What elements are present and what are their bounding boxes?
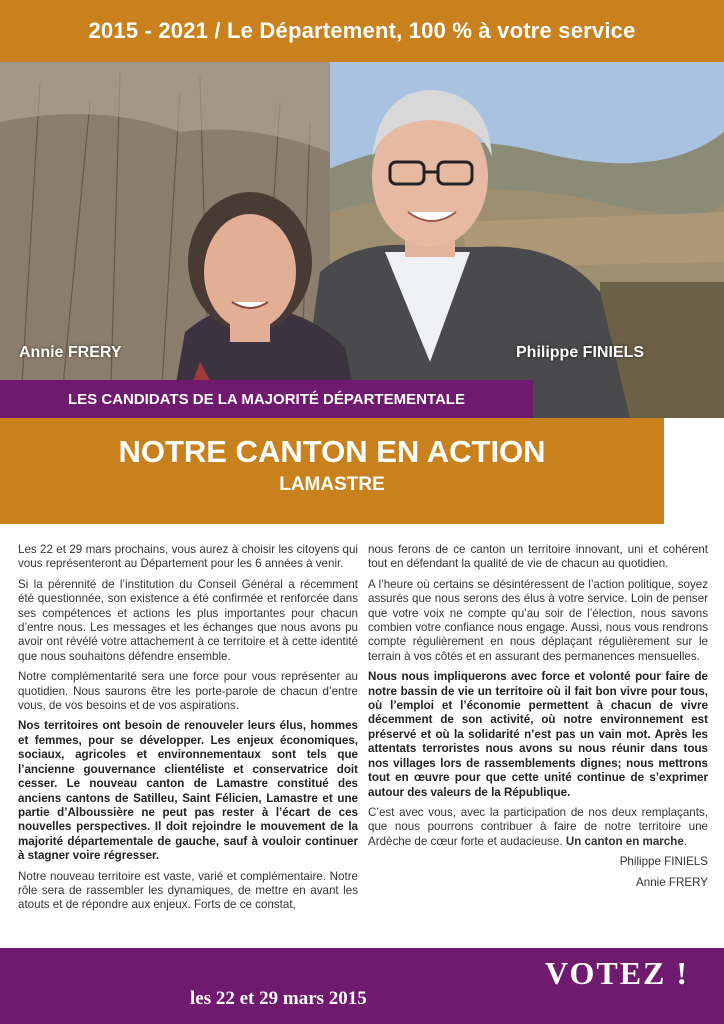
text-column-right: [368, 543, 708, 896]
paragraph: Notre nouveau territoire est vaste, varié et complémentaire. Notre rôle sera de rassembler les dynamiques, de mettre en avant les atouts et de répondre aux enjeux. Forts de ce constat,: [18, 869, 358, 912]
vote-call: VOTEZ !: [545, 955, 690, 991]
paragraph: Les 22 et 29 mars prochains, vous aurez à choisir les citoyens qui vous représenteront au Département pour les 6 années à venir.: [18, 543, 358, 571]
paragraph-bold: Nous nous impliquerons avec force et volonté pour faire de notre bassin de vie un territoire où il fait bon vivre pour tous, où l’emploi et l’économie permettent à chacun de vivre décemment de son activité, où notre environnement est préservé et où la solidarité n’est pas un vain mot. Après les attentats terroristes nous avons su nous réunir dans tous nos villages lors de rassemblements dignes; nous mettrons tout en œuvre pour que cette unité continue de s’exprimer autour des valeurs de la République.: [368, 670, 708, 799]
closing-slogan: Un canton en marche: [565, 834, 684, 848]
canton-name: LAMASTRE: [279, 474, 385, 495]
candidate-name-left: Annie FRERY: [19, 344, 122, 361]
candidate-name-right: Philippe FINIELS: [516, 344, 645, 361]
tagline-band: [0, 380, 533, 418]
page-title: NOTRE CANTON EN ACTION: [118, 434, 546, 469]
election-dates: les 22 et 29 mars 2015: [190, 988, 367, 1009]
photo-illustration: [0, 62, 724, 418]
paragraph: Si la pérennité de l’institution du Conseil Général a récemment été questionnée, son existence a été confirmée et renforcée dans ses compétences et actions les plus importantes pour chacun d’entre nous. Les messages et les échanges que nous avons pu avoir ont révélé votre attachement à ce territoire et à cette identité que nous souhaitons défendre ensemble.: [18, 577, 358, 663]
closing-text: C’est avec vous, avec la participation de nos deux remplaçants, que nous pourrons contribuer à faire de notre territoire une Ardèche de cœur forte et audacieuse.: [368, 805, 708, 848]
text-column-left: [18, 543, 358, 919]
candidates-photo: [0, 62, 724, 418]
closing-end: .: [683, 834, 688, 848]
paragraph: Notre complémentarité sera une force pour vous représenter au quotidien. Nous saurons être les porte-parole de chacun d’entre vous, de vos besoins et de vos aspirations.: [18, 670, 358, 713]
paragraph: nous ferons de ce canton un territoire innovant, uni et cohérent tout en défendant la qualité de vie de chacun au quotidien.: [368, 543, 708, 571]
title-box: [0, 418, 664, 524]
paragraph: A l’heure où certains se désintéressent de l’action politique, soyez assurés que nous serons des élus à votre service. Loin de penser que votre voix ne compte qu’au soir de l’élection, nous savons combien votre confiance nous engage. Aussi, nous vous rendrons compte régulièrement en nous déplaçant régulièrement sur le terrain à vos côtés et en assurant des permanences mensuelles.: [368, 577, 708, 663]
banner-title: 2015 - 2021 / Le Département, 100 % à votre service: [88, 18, 636, 43]
tagline: LES CANDIDATS DE LA MAJORITÉ DÉPARTEMENTALE: [68, 390, 465, 408]
paragraph-bold: Nos territoires ont besoin de renouveler leurs élus, hommes et femmes, pour se développer. Les enjeux économiques, sociaux, agricoles et environnementaux sont tels que l’ancienne gouvernance clientéliste et conservatrice doit cesser. Le nouveau canton de Lamastre constitué des anciens cantons de Satilleu, Saint Félicien, Lamastre et une partie d’Alboussière ne peut pas rester à l’écart de ces nouvelles perspectives. Il doit rejoindre le mouvement de la majorité départementale de gauche, sauf à vouloir continuer à stagner voire régresser.: [18, 719, 358, 863]
closing-paragraph: [368, 806, 708, 849]
signature-2: Annie FRERY: [636, 875, 708, 889]
top-banner: [0, 0, 724, 62]
signature-1: Philippe FINIELS: [619, 855, 708, 869]
